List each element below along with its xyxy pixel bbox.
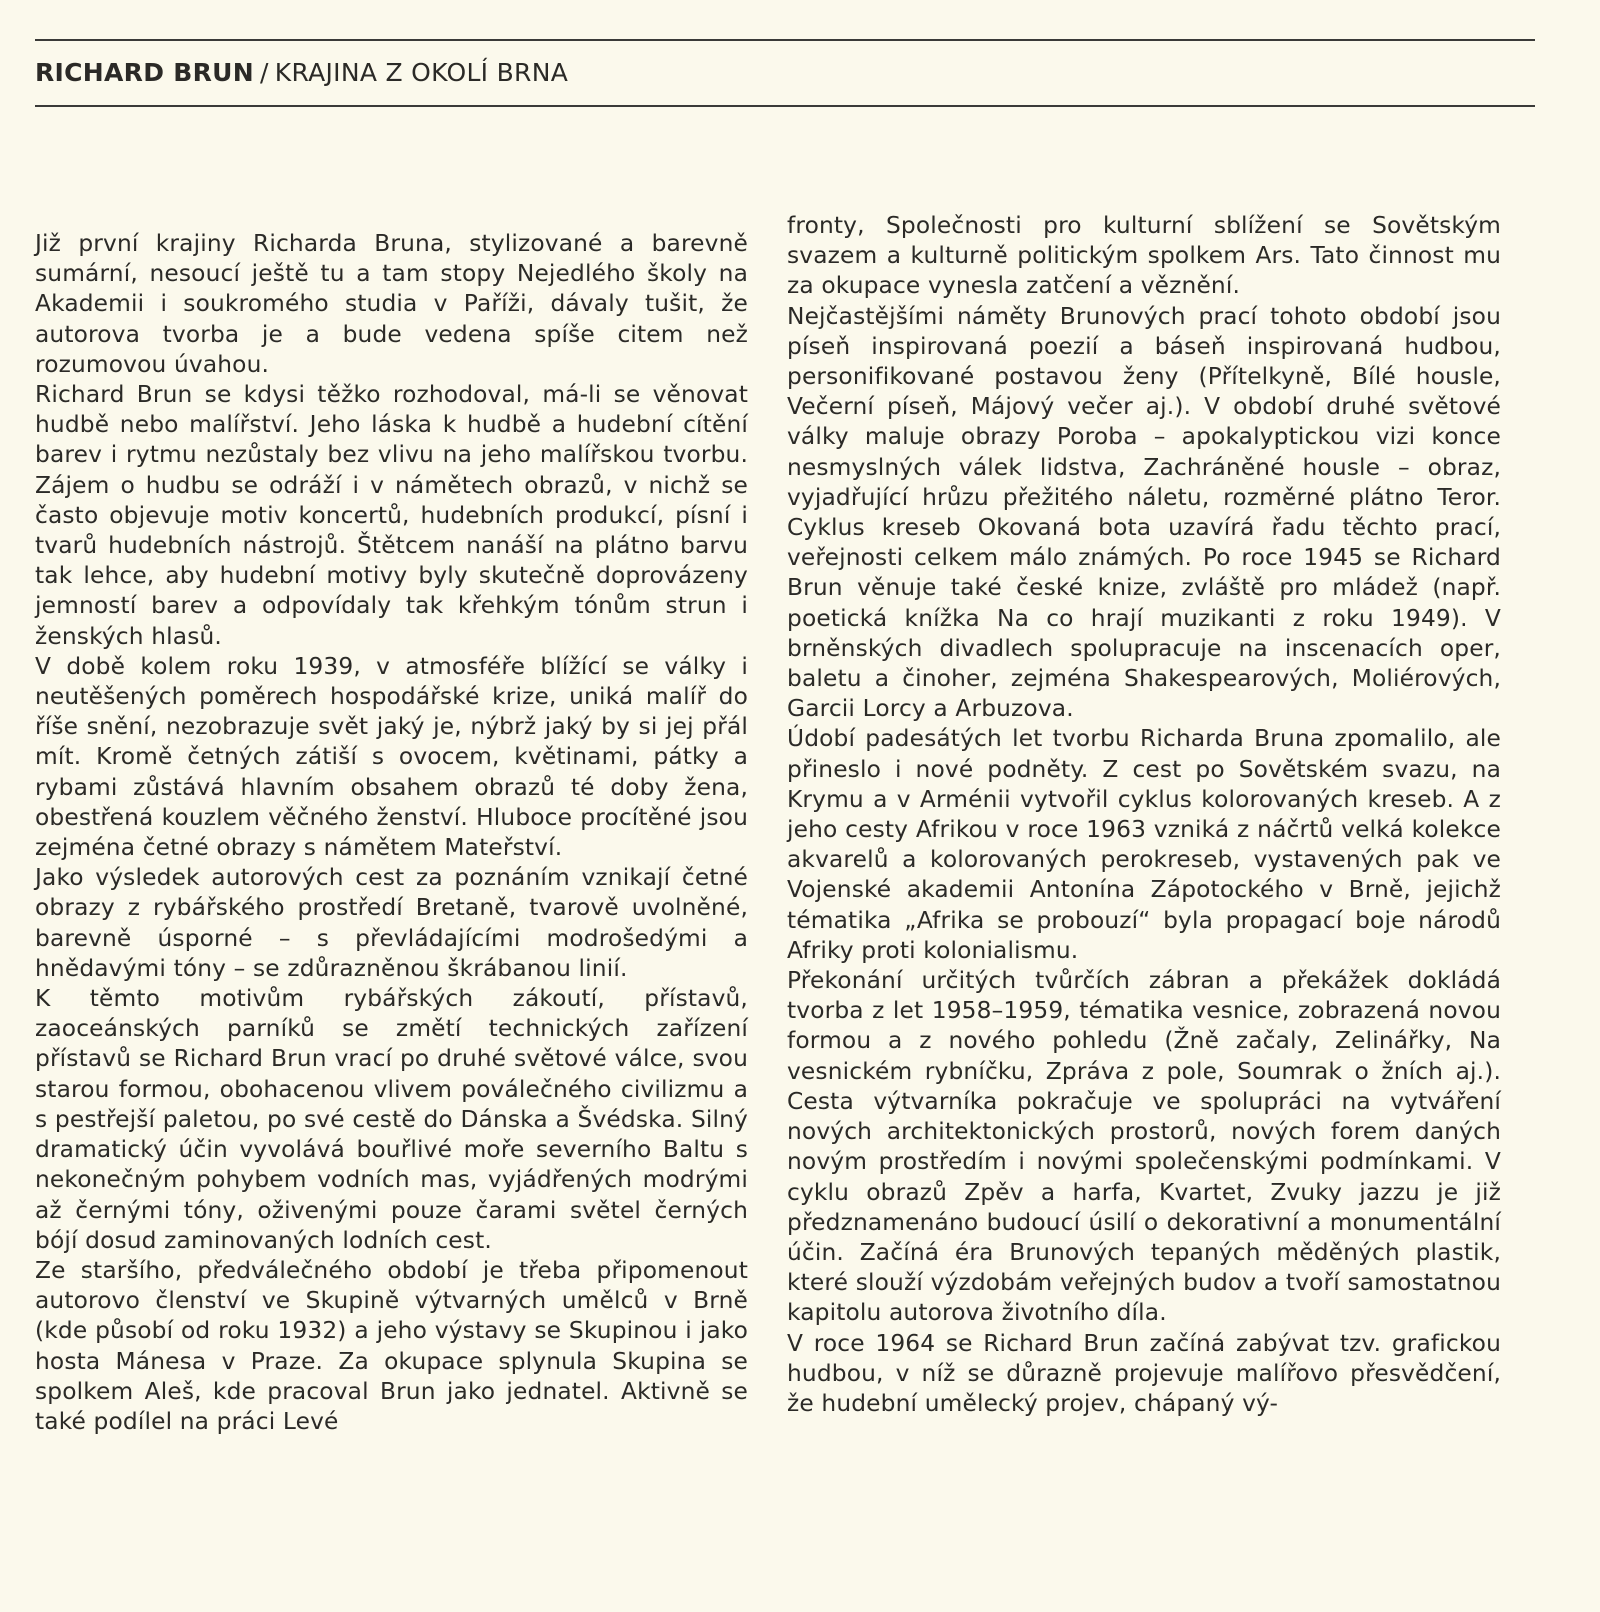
header-author: RICHARD BRUN bbox=[35, 58, 255, 87]
paragraph: V době kolem roku 1939, v atmosféře blížící se války i neutěšených poměrech hospodářské krize, uniká malíř do říše snění, nezobrazuje svět jaký je, nýbrž jaký by si jej přál mít. Kromě četných zátiší s ovocem, květinami, pátky a rybami zůstává hlavním obsahem obrazů té doby žena, obestřená kouzlem věčného ženství. Hluboce procítěné jsou zejména četné obrazy s námětem Mateřství. bbox=[35, 652, 748, 862]
header-top-rule bbox=[35, 39, 1535, 41]
paragraph: Údobí padesátých let tvorbu Richarda Bruna zpomalilo, ale přineslo i nové podněty. Z cest po Sovětském svazu, na Krymu a v Arménii vytvořil cyklus kolorovaných kreseb. A z jeho cesty Afrikou v roce 1963 vzniká z náčrtů velká kolekce akvarelů a kolorovaných perokreseb, vystavených pak ve Vojenské akademii Antonína Zápotockého v Brně, jejichž tématika „Afrika se probouzí“ byla propagací boje národů Afriky proti kolonialismu. bbox=[787, 725, 1501, 964]
header-title: KRAJINA Z OKOLÍ BRNA bbox=[274, 58, 569, 87]
right-text-column bbox=[787, 211, 1501, 1419]
paragraph: Již první krajiny Richarda Bruna, stylizované a barevně sumární, nesoucí ještě tu a tam stopy Nejedlého školy na Akademii i soukromého studia v Paříži, dávaly tušit, že autorova tvorba je a bude vedena spíše citem než rozumovou úvahou. bbox=[35, 230, 748, 378]
header-separator: / bbox=[260, 58, 269, 87]
paragraph: Překonání určitých tvůrčích zábran a překážek dokládá tvorba z let 1958–1959, tématika vesnice, zobrazená novou formou a z nového pohledu (Žně začaly, Zelinářky, Na vesnickém rybníčku, Zpráva z pole, Soumrak o žních aj.). Cesta výtvarníka pokračuje ve spolupráci na vytváření nových architektonických prostorů, nových forem daných novým prostředím i novými společenskými podmínkami. V cyklu obrazů Zpěv a harfa, Kvartet, Zvuky jazzu je již předznamenáno budoucí úsilí o dekorativní a monumentální účin. Začíná éra Brunových tepaných měděných plastik, které slouží výzdobám veřejných budov a tvoří samostatnou kapitolu autorova životního díla. bbox=[787, 967, 1501, 1327]
paragraph: Nejčastějšími náměty Brunových prací tohoto období jsou píseň inspirovaná poezií a báseň inspirovaná hudbou, personifikované postavou ženy (Přítelkyně, Bílé housle, Večerní píseň, Májový večer aj.). V období druhé světové války maluje obrazy Poroba – apokalyptickou vizi konce nesmyslných válek lidstva, Zachráněné housle – obraz, vyjadřující hrůzu přežitého náletu, rozměrné plátno Teror. Cyklus kreseb Okovaná bota uzavírá řadu těchto prací, veřejnosti celkem málo známých. Po roce 1945 se Richard Brun věnuje také české knize, zvláště pro mládež (např. poetická knížka Na co hrají muzikanti z roku 1949). V brněnských divadlech spolupracuje na inscenacích oper, baletu a činoher, zejména Shakespearových, Moliérových, Garcii Lorcy a Arbuzova. bbox=[787, 302, 1501, 723]
paragraph: fronty, Společnosti pro kulturní sblížení se Sovětským svazem a kulturně politickým spolkem Ars. Tato činnost mu za okupace vynesla zatčení a věznění. bbox=[787, 212, 1501, 300]
left-text-column bbox=[35, 229, 748, 1437]
paragraph: Richard Brun se kdysi těžko rozhodoval, má-li se věnovat hudbě nebo malířství. Jeho láska k hudbě a hudební cítění barev i rytmu nezůstaly bez vlivu na jeho malířskou tvorbu. Zájem o hudbu se odráží i v námětech obrazů, v nichž se často objevuje motiv koncertů, hudebních produkcí, písní i tvarů hudebních nástrojů. Štětcem nanáší na plátno barvu tak lehce, aby hudební motivy byly skutečně doprovázeny jemností barev a odpovídaly tak křehkým tónům strun i ženských hlasů. bbox=[35, 381, 748, 650]
paragraph: Ze staršího, předválečného období je třeba připomenout autorovo členství ve Skupině výtvarných umělců v Brně (kde působí od roku 1932) a jeho výstavy se Skupinou i jako hosta Mánesa v Praze. Za okupace splynula Skupina se spolkem Aleš, kde pracoval Brun jako jednatel. Aktivně se také podílel na práci Levé bbox=[35, 1256, 748, 1435]
header-bottom-rule bbox=[35, 105, 1535, 107]
paragraph: Jako výsledek autorových cest za poznáním vznikají četné obrazy z rybářského prostředí Bretaně, tvarově uvolněné, barevně úsporné – s převládajícími modrošedými a hnědavými tóny – se zdůrazněnou škrábanou linií. bbox=[35, 864, 748, 982]
paragraph: K těmto motivům rybářských zákoutí, přístavů, zaoceánských parníků se změtí technických zařízení přístavů se Richard Brun vrací po druhé světové válce, svou starou formou, obohacenou vlivem poválečného civilizmu a s pestřejší paletou, po své cestě do Dánska a Švédska. Silný dramatický účin vyvolává bouřlivé moře severního Baltu s nekonečným pohybem vodních mas, vyjádřených modrými až černými tóny, oživenými pouze čarami světel černých bójí dosud zaminovaných lodních cest. bbox=[35, 985, 748, 1254]
paragraph: V roce 1964 se Richard Brun začíná zabývat tzv. grafickou hudbou, v níž se důrazně projevuje malířovo přesvědčení, že hudební umělecký projev, chápaný vý- bbox=[787, 1329, 1501, 1417]
page-header bbox=[35, 56, 568, 90]
